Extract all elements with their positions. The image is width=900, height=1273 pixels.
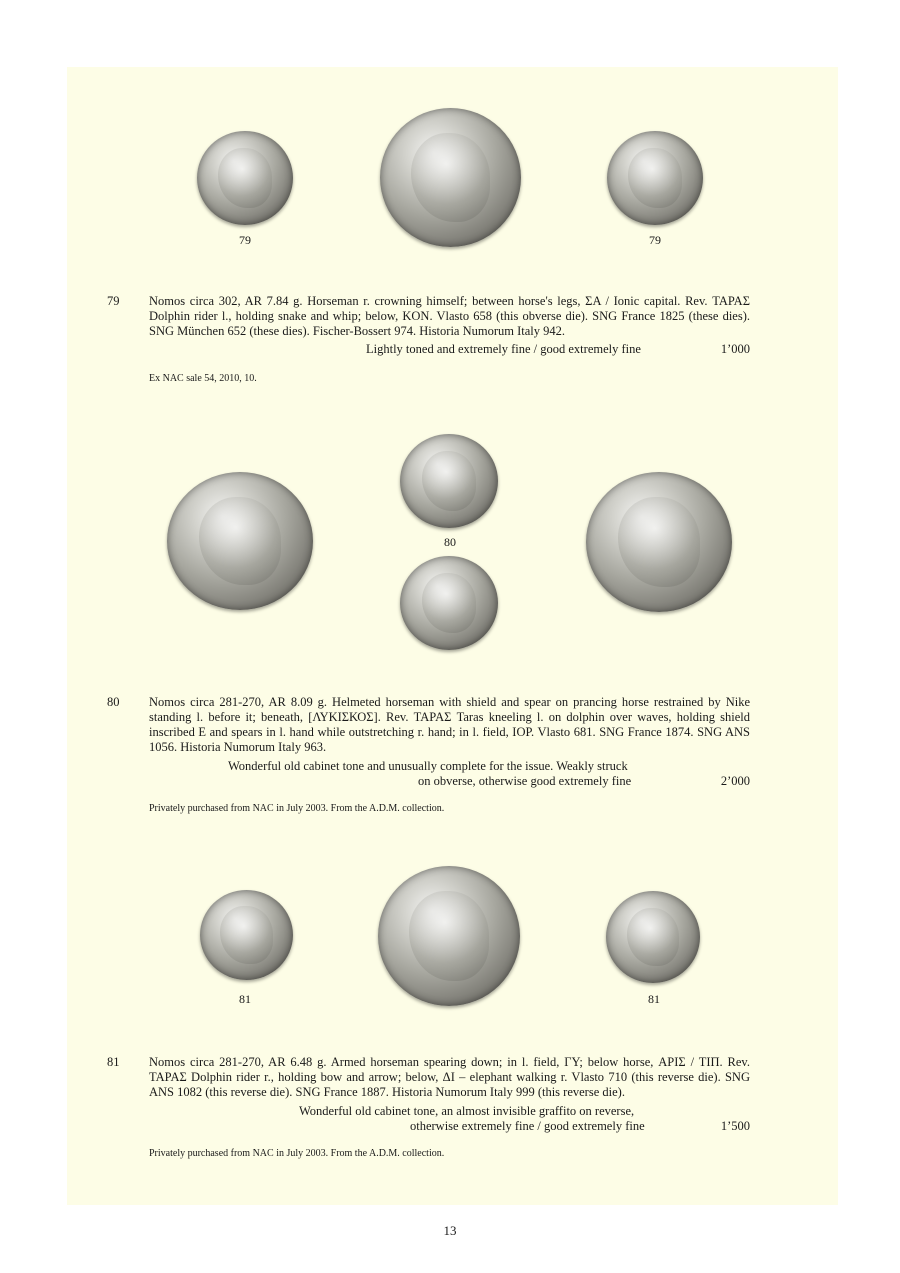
coin-80-reverse-small	[400, 556, 498, 650]
lot-provenance-80: Privately purchased from NAC in July 2003. From the A.D.M. collection.	[149, 803, 445, 814]
coin-81-reverse-small	[606, 891, 700, 983]
lot-price-79: 1’000	[720, 342, 750, 356]
coin-81-reverse-large	[378, 866, 520, 1006]
coin-79-reverse-large	[380, 108, 521, 247]
coin-79-obverse-small	[197, 131, 293, 225]
lot-condition-81-line1: Wonderful old cabinet tone, an almost invisible graffito on reverse,	[299, 1104, 635, 1118]
lot-number-81: 81	[107, 1055, 120, 1069]
lot-price-81: 1’500	[720, 1119, 750, 1133]
coin-label-79-left: 79	[239, 233, 251, 247]
lot-condition-80-line2: on obverse, otherwise good extremely fine	[418, 774, 632, 788]
coin-79-reverse-small	[607, 131, 703, 225]
coin-80-reverse-large	[586, 472, 732, 612]
lot-price-80: 2’000	[720, 774, 750, 788]
lot-description-80: Nomos circa 281-270, AR 8.09 g. Helmeted horseman with shield and spear on prancing horse restrained by Nike standing l. before it; beneath, [ΛΥΚΙΣΚΟΣ]. Rev. ΤΑΡΑΣ Taras kneeling l. on dolphin over waves, holding shield inscribed E and spears in l. hand while outstretching r. hand; in l. field, IOP. Vlasto 681. SNG France 1874. SNG ANS 1056. Historia Numorum Italy 963.	[149, 695, 750, 754]
lot-provenance-79: Ex NAC sale 54, 2010, 10.	[149, 373, 257, 384]
coin-label-81-right: 81	[648, 992, 660, 1006]
lot-number-80: 80	[107, 695, 120, 709]
coin-label-80: 80	[444, 535, 456, 549]
lot-condition-80-line1: Wonderful old cabinet tone and unusually complete for the issue. Weakly struck	[228, 759, 628, 773]
page-number: 13	[443, 1223, 457, 1238]
lot-description-81: Nomos circa 281-270, AR 6.48 g. Armed horseman spearing down; in l. field, ΓΥ; below horse, ΑΡΙΣ / ΤΙΠ. Rev. ΤΑΡΑΣ Dolphin rider r., holding bow and arrow; below, ΔΙ – elephant walking r. Vlasto 710 (this reverse die). SNG ANS 1082 (this reverse die). SNG France 1887. Historia Numorum Italy 999 (this reverse die).	[149, 1055, 750, 1099]
lot-provenance-81: Privately purchased from NAC in July 2003. From the A.D.M. collection.	[149, 1148, 445, 1159]
lot-description-79: Nomos circa 302, AR 7.84 g. Horseman r. crowning himself; between horse's legs, ΣΑ / Ionic capital. Rev. ΤΑΡΑΣ Dolphin rider l., holding snake and whip; below, KON. Vlasto 658 (this obverse die). SNG France 1825 (these dies). SNG München 652 (these dies). Fischer-Bossert 974. Historia Numorum Italy 942.	[149, 294, 750, 338]
coin-81-obverse-small	[200, 890, 293, 980]
coin-80-obverse-small	[400, 434, 498, 528]
coin-label-81-left: 81	[239, 992, 251, 1006]
lot-condition-81-line2: otherwise extremely fine / good extremely fine	[410, 1119, 645, 1133]
lot-number-79: 79	[107, 294, 120, 308]
lot-condition-79: Lightly toned and extremely fine / good extremely fine	[366, 342, 641, 356]
coin-label-79-right: 79	[649, 233, 661, 247]
coin-80-obverse-large	[167, 472, 313, 610]
